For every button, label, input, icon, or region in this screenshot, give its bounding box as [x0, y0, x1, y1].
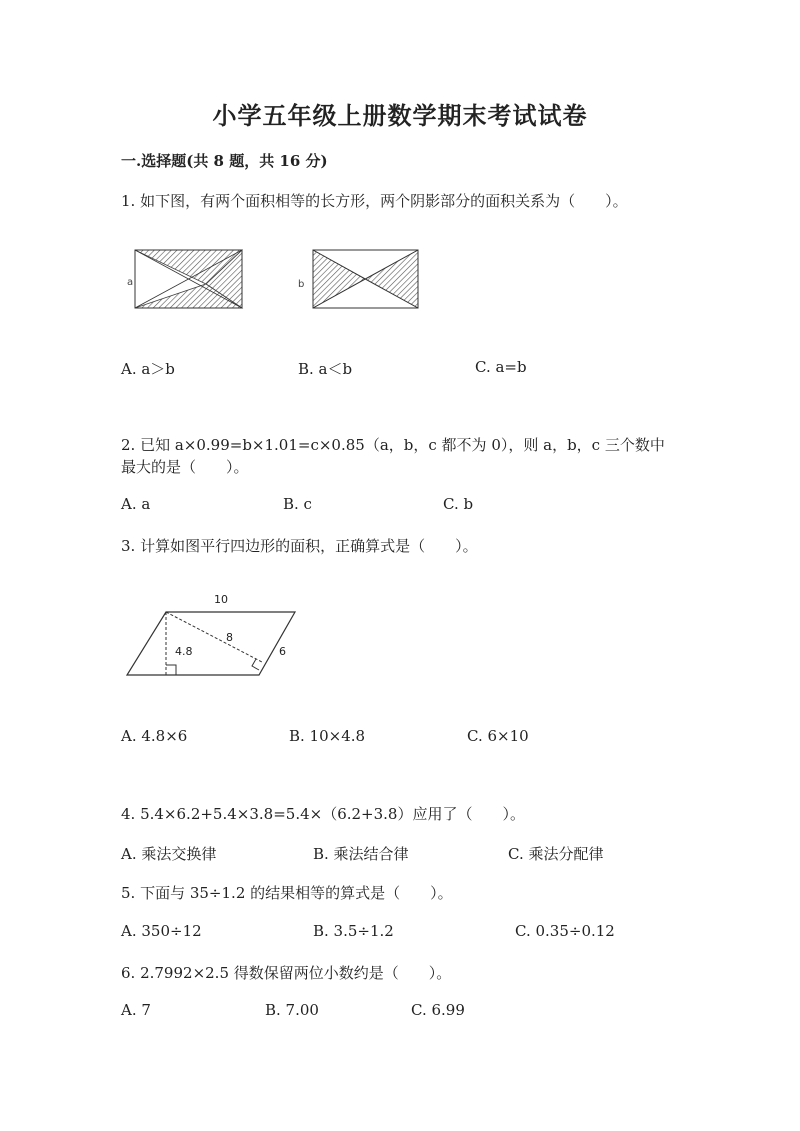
question-6-option-b[interactable]: B. 7.00: [265, 1001, 319, 1019]
question-4-option-c[interactable]: C. 乘法分配律: [508, 845, 604, 863]
label-diagonal-length: 8: [226, 631, 233, 644]
label-height: 4.8: [175, 645, 193, 658]
label-b: b: [298, 279, 305, 290]
parallelogram: [127, 612, 295, 675]
question-3-option-c[interactable]: C. 6×10: [467, 727, 529, 745]
question-5-option-b[interactable]: B. 3.5÷1.2: [313, 922, 394, 940]
question-6-option-c[interactable]: C. 6.99: [411, 1001, 465, 1019]
question-1-option-c[interactable]: C. a=b: [475, 358, 527, 376]
question-2-text-line-1: 2. 已知 a×0.99=b×1.01=c×0.85（a，b，c 都不为 0），则 a，b，c 三个数中: [121, 436, 665, 454]
question-1-text: 1. 如下图，有两个面积相等的长方形，两个阴影部分的面积关系为（ ）。: [121, 192, 628, 210]
question-3-text: 3. 计算如图平行四边形的面积，正确算式是（ ）。: [121, 537, 478, 555]
question-1-option-a[interactable]: A. a＞b: [121, 360, 175, 378]
question-6-option-a[interactable]: A. 7: [121, 1001, 151, 1019]
page-title: 小学五年级上册数学期末考试试卷: [212, 101, 588, 130]
rectangle-b: [313, 250, 418, 308]
label-side-length: 6: [279, 645, 286, 658]
question-1-option-b[interactable]: B. a＜b: [298, 360, 353, 378]
question-2-option-b[interactable]: B. c: [283, 495, 312, 513]
question-4-text: 4. 5.4×6.2+5.4×3.8=5.4×（6.2+3.8）应用了（ ）。: [121, 805, 525, 823]
question-3-option-a[interactable]: A. 4.8×6: [121, 727, 188, 745]
question-5-option-c[interactable]: C. 0.35÷0.12: [515, 922, 615, 940]
question-6-text: 6. 2.7992×2.5 得数保留两位小数约是（ ）。: [121, 964, 452, 982]
question-4-option-b[interactable]: B. 乘法结合律: [313, 845, 409, 863]
question-4-option-a[interactable]: A. 乘法交换律: [121, 845, 217, 863]
question-5-text: 5. 下面与 35÷1.2 的结果相等的算式是（ ）。: [121, 884, 453, 902]
question-5-option-a[interactable]: A. 350÷12: [121, 922, 202, 940]
section-heading: 一.选择题(共 8 题，共 16 分): [121, 152, 328, 170]
question-3-figure: [0, 585, 800, 695]
question-2-option-a[interactable]: A. a: [121, 495, 151, 513]
question-2-option-c[interactable]: C. b: [443, 495, 474, 513]
label-top-length: 10: [214, 593, 228, 606]
question-1-figure: [0, 240, 800, 360]
question-2-text-line-2: 最大的是（ ）。: [121, 458, 249, 476]
label-a: a: [127, 277, 134, 288]
rectangle-a: [135, 250, 242, 308]
question-3-option-b[interactable]: B. 10×4.8: [289, 727, 366, 745]
